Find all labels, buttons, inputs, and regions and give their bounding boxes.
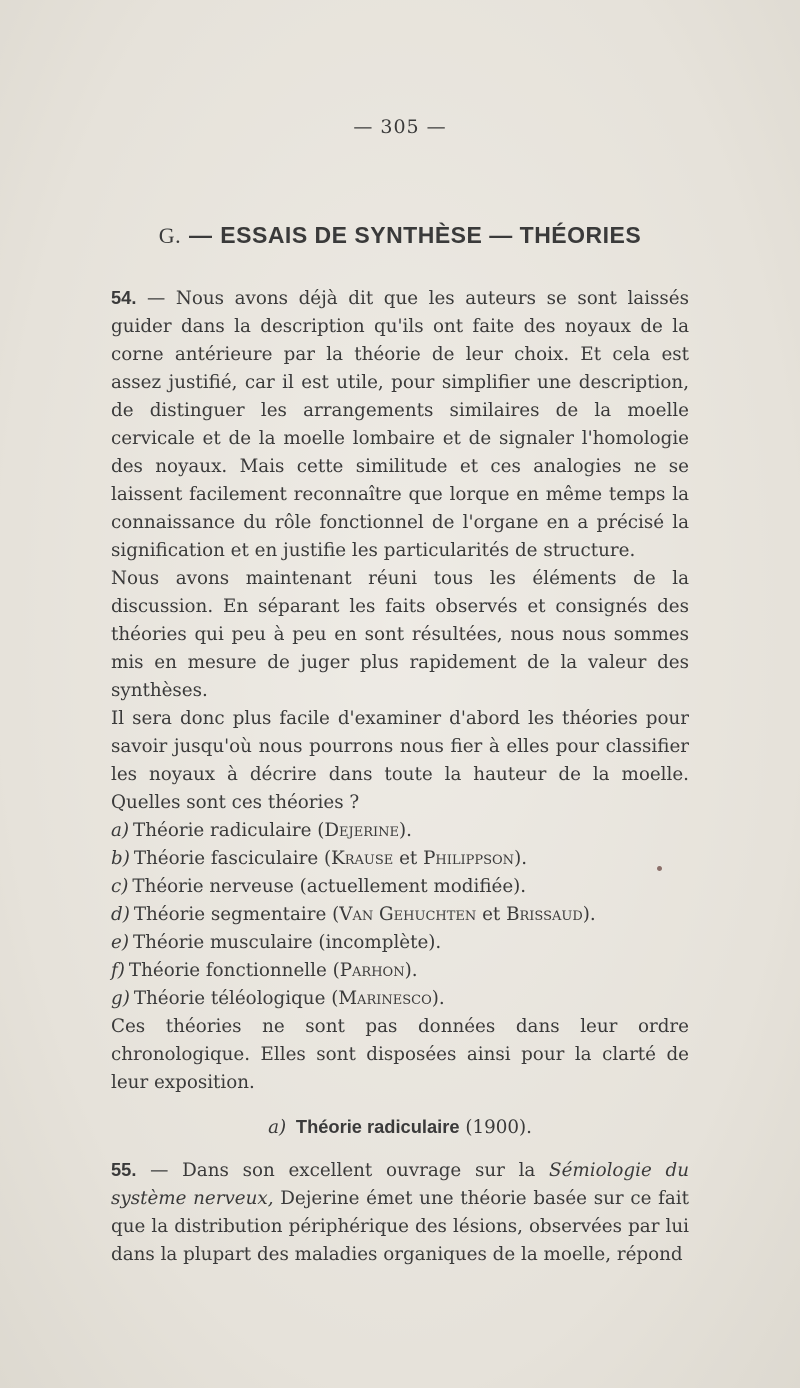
list-item: f) Théorie fonctionnelle (Parhon).	[111, 960, 418, 981]
section-title: ESSAIS DE SYNTHÈSE — THÉORIES	[220, 222, 642, 248]
subsection-title: Théorie radiculaire	[295, 1116, 460, 1137]
page-number: — 305 —	[353, 116, 447, 138]
work-title: Sémiologie du système nerveux,	[111, 1160, 689, 1209]
paragraph-number: 55.	[111, 1159, 137, 1180]
subsection-year: (1900).	[465, 1117, 532, 1138]
paragraph-54	[111, 284, 689, 565]
subsection-heading	[111, 1113, 689, 1142]
paragraph: Ces théories ne sont pas données dans leur ordre chronologique. Elles sont disposées ainsi pour la clarté de leur exposition.	[111, 1016, 689, 1093]
subsection-label: a)	[268, 1117, 287, 1138]
paragraph: Nous avons maintenant réuni tous les éléments de la discussion. En séparant les faits observés et consignés des théories qui peu à peu en sont résultées, nous nous sommes mis en mesure de juger plus rapidement de la valeur des synthèses.	[111, 568, 689, 701]
theory-list	[111, 817, 689, 1013]
ink-spot	[657, 866, 662, 871]
section-dash: —	[188, 222, 213, 248]
paragraph-55: 55. — Dans son excellent ouvrage sur la Sémiologie du système nerveux, Dejerine émet une théorie basée sur ce fait que la distribution périphérique des lésions, observées par lui dans la plupart des maladies organiques de la moelle, répond	[111, 1159, 689, 1265]
paragraph-number: 54.	[111, 287, 137, 308]
list-item: b) Théorie fasciculaire (Krause et Philippson).	[111, 848, 528, 869]
list-item: e) Théorie musculaire (incomplète).	[111, 932, 442, 953]
section-heading	[0, 222, 800, 249]
section-letter: G.	[158, 223, 182, 248]
list-item: d) Théorie segmentaire (Van Gehuchten et Brissaud).	[111, 904, 596, 925]
body-text	[111, 284, 689, 1269]
list-item: a) Théorie radiculaire (Dejerine).	[111, 820, 412, 841]
paragraph: Il sera donc plus facile d'examiner d'abord les théories pour savoir jusqu'où nous pourrons nous fier à elles pour classifier les noyaux à décrire dans toute la hauteur de la moelle. Quelles sont ces théories ?	[111, 708, 689, 813]
list-item: g) Théorie téléologique (Marinesco).	[111, 988, 445, 1009]
paragraph-text: — Nous avons déjà dit que les auteurs se sont laissés guider dans la description qu'ils ont faite des noyaux de la corne antérieure par la théorie de leur choix. Et cela est assez justifié, car il est utile, pour simplifier une description, de distinguer les arrangements similaires de la moelle cervicale et de la moelle lombaire et de signaler l'homologie des noyaux. Mais cette similitude et ces analogies ne se laissent facilement reconnaître que lorque en même temps la connaissance du rôle fonctionnel de l'organe en a précisé la signification et en justifie les particularités de structure.	[111, 288, 690, 561]
list-item: c) Théorie nerveuse (actuellement modifiée).	[111, 876, 527, 897]
